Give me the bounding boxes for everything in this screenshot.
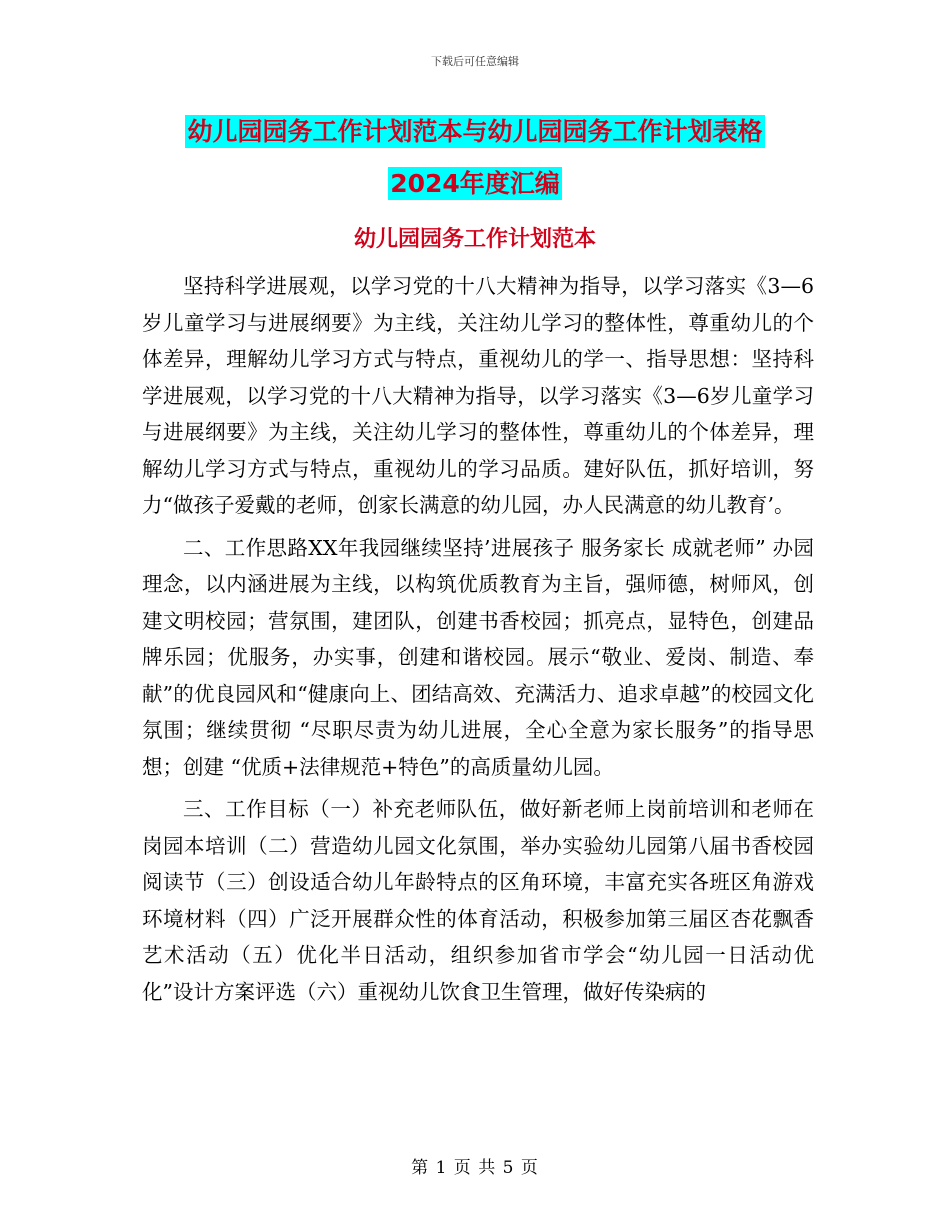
paragraph-work-goals: 三、工作目标（一）补充老师队伍，做好新老师上岗前培训和老师在岗园本培训（二）营造幼儿园文化氛围，举办实验幼儿园第八届书香校园阅读节（三）创设适合幼儿年龄特点的区角环境，丰富充实各班区角游戏环境材料（四）广泛开展群众性的体育活动，积极参加第三届区杏花飘香艺术活动（五）优化半日活动，组织参加省市学会“幼儿园一日活动优化”设计方案评选（六）重视幼儿饮食卫生管理，做好传染病的 [142, 797, 814, 1004]
title-line-1 [120, 106, 830, 158]
title-line-2 [120, 158, 830, 210]
page-indicator: 第 1 页 共 5 页 [411, 1158, 539, 1178]
title-line-1-text: 幼儿园园务工作计划范本与幼儿园园务工作计划表格 [187, 117, 763, 146]
section-heading: 幼儿园园务工作计划范本 [353, 227, 596, 252]
document-title [120, 106, 830, 210]
header-note: 下载后可任意编辑 [431, 55, 519, 68]
paragraph-guiding-ideology: 坚持科学进展观，以学习党的十八大精神为指导，以学习落实《3—6岁儿童学习与进展纲要》为主线，关注幼儿学习的整体性，尊重幼儿的个体差异，理解幼儿学习方式与特点，重视幼儿的学一、指导思想：坚持科学进展观，以学习党的十八大精神为指导，以学习落实《3—6岁儿童学习与进展纲要》为主线，关注幼儿学习的整体性，尊重幼儿的个体差异，理解幼儿学习方式与特点，重视幼儿的学习品质。建好队伍，抓好培训，努力“做孩子爱戴的老师，创家长满意的幼儿园，办人民满意的幼儿教育’。 [142, 274, 814, 517]
title-line-2-text: 2024年度汇编 [390, 169, 560, 198]
document-body [142, 268, 814, 1010]
paragraph-work-approach: 二、工作思路XX年我园继续坚持’进展孩子 服务家长 成就老师” 办园理念，以内涵进展为主线，以构筑优质教育为主旨，强师德，树师风，创建文明校园；营氛围，建团队，创建书香校园；抓亮点，显特色，创建品牌乐园；优服务，办实事，创建和谐校园。展示“敬业、爱岗、制造、奉献”的优良园风和“健康向上、团结高效、充满活力、追求卓越”的校园文化氛围；继续贯彻 “尽职尽责为幼儿进展，全心全意为家长服务”的指导思想；创建 “优质+法律规范+特色”的高质量幼儿园。 [142, 535, 814, 779]
